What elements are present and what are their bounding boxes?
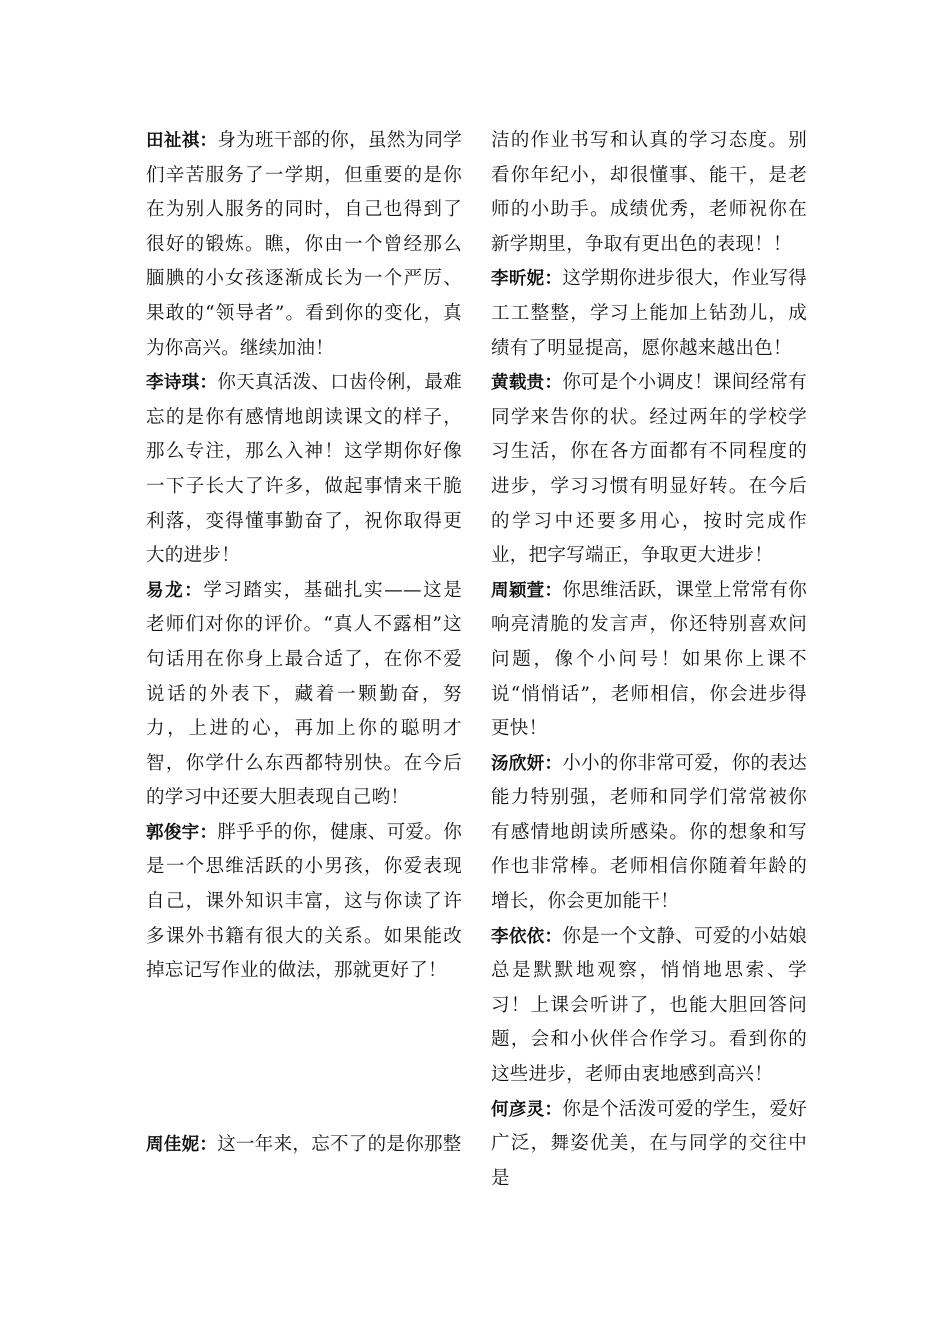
comment-entry <box>146 816 462 989</box>
student-name: 汤欣妍： <box>491 753 563 774</box>
student-name: 周佳妮： <box>146 1134 218 1155</box>
student-name: 郭俊宇： <box>146 822 218 843</box>
comment-text: 学习踏实，基础扎实——这是老师们对你的评价。“真人不露相”这句话用在你身上最合适了，在你不爱说话的外表下，藏着一颗勤奋，努力，上进的心，再加上你的聪明才智，你学什么东西都特别快。在今后的学习中还要大胆表现自己哟！ <box>146 579 463 809</box>
blank-space <box>146 989 462 1128</box>
comment-text: 这学期你进步很大，作业写得工工整整，学习上能加上钻劲儿，成绩有了明显提高，愿你越来越出色！ <box>491 268 808 359</box>
comment-entry <box>146 1128 462 1163</box>
left-column <box>146 124 462 1162</box>
student-name: 李诗琪： <box>146 373 218 394</box>
comment-text: 你可是个小调皮！课间经常有同学来告你的状。经过两年的学校学习生活，你在各方面都有不同程度的进步，学习习惯有明显好转。在今后的学习中还要多用心，按时完成作业，把字写端正，争取更大进步！ <box>491 372 808 567</box>
comment-text: 这一年来，忘不了的是你那整 <box>217 1133 462 1155</box>
comment-entry <box>491 920 807 1093</box>
comment-entry <box>491 1093 807 1197</box>
student-name: 周颖萱： <box>491 580 563 601</box>
comment-text: 小小的你非常可爱，你的表达能力特别强，老师和同学们常常被你有感情地朗读所感染。你的想象和写作也非常棒。老师相信你随着年龄的增长，你会更加能干！ <box>491 752 808 913</box>
comment-entry <box>146 124 462 366</box>
comment-entry <box>491 366 807 574</box>
comment-text: 身为班干部的你，虽然为同学们辛苦服务了一学期，但重要的是你在为别人服务的同时，自己也得到了很好的锻炼。瞧，你由一个曾经那么腼腆的小女孩逐渐成长为一个严厉、果敢的“领导者”。看到你的变化，真为你高兴。继续加油！ <box>146 130 463 359</box>
right-column <box>491 124 807 1196</box>
student-name: 田祉祺： <box>146 131 218 151</box>
student-name: 李依依： <box>491 926 563 947</box>
comment-text: 你天真活泼、口齿伶俐，最难忘的是你有感情地朗读课文的样子，那么专注，那么入神！这学期你好像一下子长大了许多，做起事情来干脆利落，变得懂事勤奋了，祝你取得更大的进步！ <box>146 372 463 567</box>
student-name: 易龙： <box>146 580 204 601</box>
comment-entry <box>491 262 807 366</box>
student-name: 黄载贵： <box>491 373 563 394</box>
comment-entry <box>146 574 462 816</box>
comment-entry <box>491 124 807 262</box>
comment-text: 洁的作业书写和认真的学习态度。别看你年纪小，却很懂事、能干，是老师的小助手。成绩优秀，老师祝你在新学期里，争取有更出色的表现！！ <box>491 130 807 255</box>
comment-text: 你是个活泼可爱的学生，爱好广泛，舞姿优美，在与同学的交往中是 <box>491 1098 808 1189</box>
student-name: 何彦灵： <box>491 1099 563 1120</box>
comment-entry <box>491 574 807 747</box>
comment-text: 胖乎乎的你，健康、可爱。你是一个思维活跃的小男孩，你爱表现自己，课外知识丰富，这与你读了许多课外书籍有很大的关系。如果能改掉忘记写作业的做法，那就更好了！ <box>146 821 463 982</box>
comment-entry <box>491 747 807 920</box>
comment-text: 你思维活跃，课堂上常常有你响亮清脆的发言声，你还特别喜欢问问题，像个小问号！如果你上课不说“悄悄话”，老师相信，你会进步得更快！ <box>491 579 808 740</box>
comment-entry <box>146 366 462 574</box>
comment-text: 你是一个文静、可爱的小姑娘总是默默地观察，悄悄地思索、学习！上课会听讲了，也能大胆回答问题，会和小伙伴合作学习。看到你的这些进步，老师由衷地感到高兴！ <box>491 925 808 1086</box>
student-name: 李昕妮： <box>491 269 563 290</box>
